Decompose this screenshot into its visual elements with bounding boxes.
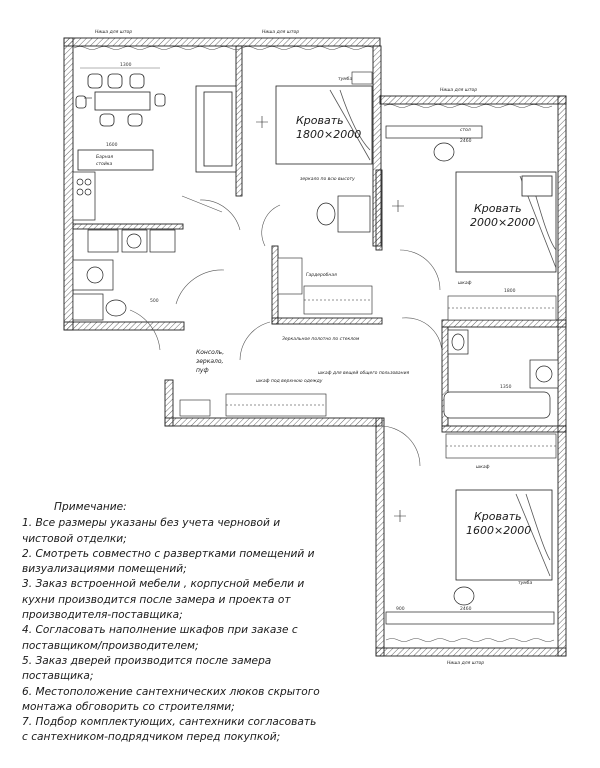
nightstand-label-3: тумба: [518, 581, 533, 586]
bar-counter: [78, 150, 153, 170]
wardrobe-dressing-label: Гардеробная: [306, 273, 337, 278]
shared-closet-label: шкаф для вещей общего пользования: [318, 371, 410, 376]
dining-table: [76, 74, 165, 126]
note-line: с сантехником-подрядчиком перед покупкой;: [22, 731, 281, 744]
dim-900: 900: [396, 607, 405, 612]
bed-2-label: Кровать: [474, 202, 522, 215]
note-line: 1. Все размеры указаны без учета черновой и: [22, 517, 281, 530]
note-line: 7. Подбор комплектующих, сантехники согласовать: [22, 716, 317, 729]
dim-500: 500: [150, 299, 159, 304]
note-line: поставщика;: [22, 670, 94, 683]
desk-label-2: стол: [460, 128, 471, 133]
note-line: визуализациями помещений;: [22, 563, 187, 576]
notes-title: Примечание:: [54, 501, 127, 513]
wardrobe-label-3: шкаф: [476, 465, 490, 470]
curtain-niche-label-2: Ниша для штор: [262, 30, 300, 35]
note-line: поставщиком/производителем;: [22, 639, 199, 652]
outerwear-label: шкаф под верхнюю одежду: [256, 379, 323, 384]
note-line: 3. Заказ встроенной мебели , корпусной мебели и: [22, 578, 305, 591]
bed-3-label: Кровать: [474, 510, 522, 523]
curtain-niche-label-3: Ниша для штор: [440, 88, 478, 93]
nightstand-label-1: тумба: [338, 77, 353, 82]
console-label-2: зеркало,: [196, 358, 224, 365]
note-line: кухни производится после замера и проекта от: [22, 593, 291, 606]
note-line: 4. Согласовать наполнение шкафов при заказе с: [22, 624, 298, 637]
bed-1-label: Кровать: [296, 114, 344, 127]
note-line: производителя-поставщика;: [22, 609, 183, 622]
dim-1300: 1300: [120, 63, 132, 68]
bed-1-size: 1800×2000: [296, 128, 362, 141]
note-line: чистовой отделки;: [22, 532, 127, 545]
dim-2460-bottom: 2460: [460, 607, 472, 612]
bathroom: [444, 330, 558, 418]
desk-chair-1: [317, 196, 370, 232]
bar-counter-label-2: стойка: [96, 162, 113, 167]
wardrobe-3: [446, 434, 556, 458]
note-line: 6. Местоположение сантехнических люков скрытого: [22, 685, 320, 698]
dim-1600: 1600: [106, 143, 118, 148]
curtain-niche-label-4: Ниша для штор: [447, 661, 485, 666]
mirror-closet-label: зеркало по всю высоту: [300, 177, 355, 182]
dim-1800: 1800: [504, 289, 516, 294]
wardrobe-2: [448, 296, 556, 320]
curtain-niche-label-1: Ниша для штор: [95, 30, 133, 35]
dim-1350: 1350: [500, 385, 512, 390]
corridor-closets: [180, 394, 326, 416]
sofa: [196, 86, 236, 172]
mirror-glass-label: Зеркальное полотно по стеклом: [282, 337, 360, 342]
console-label-3: пуф: [196, 367, 209, 374]
note-line: монтажа обговорить со строителями;: [22, 700, 235, 713]
notes-block: [22, 500, 342, 746]
bed-3-size: 1600×2000: [466, 524, 532, 537]
kitchen-units: [73, 172, 175, 320]
dim-2460-top: 2460: [460, 139, 472, 144]
console-label-1: Консоль,: [196, 349, 225, 356]
desk-chair-3: [386, 587, 554, 624]
wardrobe-label-2: шкаф: [458, 281, 472, 286]
bar-counter-label-1: Барная: [96, 155, 114, 160]
note-line: 5. Заказ дверей производится после замера: [22, 654, 272, 667]
note-line: 2. Смотреть совместно с развертками помещений и: [22, 547, 315, 560]
bed-2-size: 2000×2000: [470, 216, 536, 229]
wardrobes-upper: [278, 258, 372, 314]
